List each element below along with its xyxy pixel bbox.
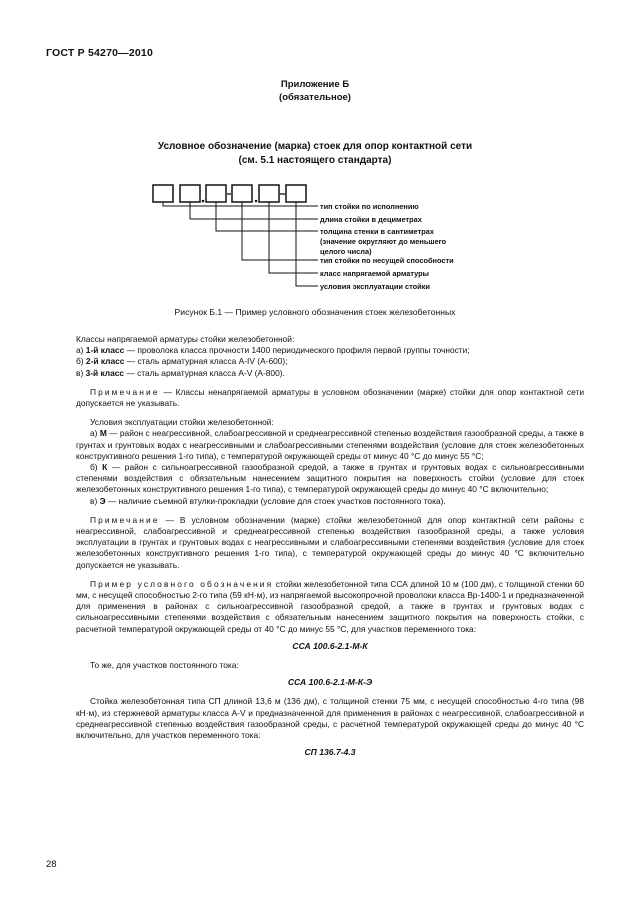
designation-code-3: СП 136.7-4.3 (304, 747, 356, 758)
class-item-2: б) 2-й класс — сталь арматурная класса А-IV (А-600); (76, 356, 288, 367)
condition-item-2: б) К — район с сильноагрессивной газообразной средой, а также в грунтах и грунтовых водах с сильноагрессивными степенями воздействия с обязательным нанесением защитного покрытия на поверхность стойки (условие для стоек железобетонных конструктивного решения 1-го типа), с температурой окружающей среды до минус 40 °С включительно; (76, 462, 584, 495)
diagram-label-2: длина стойки в дециметрах (320, 215, 422, 224)
diagram-label-5: целого числа) (320, 247, 372, 256)
class-item-1: а) 1-й класс — проволока класса прочности 1400 периодического профиля первой группы точности; (76, 345, 470, 356)
annex-body (76, 334, 584, 767)
conditions-intro: Условия эксплуатации стойки железобетонной: (90, 417, 274, 428)
annex-status: (обязательное) (279, 92, 351, 103)
annex-main-title (0, 140, 630, 168)
diagram-label-4: (значение округляют до меньшего (320, 237, 447, 246)
leader-line-2 (190, 202, 318, 219)
title-line-2: (см. 5.1 настоящего стандарта) (238, 155, 392, 166)
example-label: Пример условного обозначения (90, 578, 274, 589)
diagram-label-6: тип стойки по несущей способности (320, 256, 454, 265)
designation-code-1: ССА 100.6-2.1-М-К (292, 640, 368, 651)
class-item-3: в) 3-й класс — сталь арматурная класса А-V (А-800). (76, 367, 285, 378)
example-paragraph: Пример условного обозначения стойки железобетонной типа ССА длиной 10 м (100 дм), с толщиной стенки 60 мм, с несущей способностью 2-го типа (59 кН·м), из напрягаемой высокопрочной проволоки класса Вр-1400-1 и предназначенной для применения в районах с сильноагрессивной газообразной средой, а также в грунтах и грунтовых водах с сильноагрессивными степенями воздействия с обязательным нанесением защитного покрытия на поверхность стойки, с расчетной температурой окружающей среды от 40 °С до минус 55 °С, для участков переменного тока: (76, 578, 584, 634)
figure-caption: Рисунок Б.1 — Пример условного обозначения стоек железобетонных (174, 307, 456, 317)
box-4 (232, 185, 252, 202)
box-5 (259, 185, 279, 202)
diagram-label-8: условия эксплуатации стойки (320, 282, 430, 291)
note-1: Примечание — Классы ненапрягаемой арматуры в условном обозначении (марке) стойки для опор контактной сети допускается не указывать. (76, 386, 584, 409)
box-3 (206, 185, 226, 202)
box-6 (286, 185, 306, 202)
dot-separator-2 (255, 200, 258, 203)
diagram-label-3: толщина стенки в сантиметрах (320, 227, 434, 236)
classes-intro: Классы напрягаемой арматуры стойки железобетонной: (76, 334, 295, 344)
same-for-dc: То же, для участков постоянного тока: (90, 660, 239, 671)
designation-code-2: ССА 100.6-2.1-М-К-Э (287, 677, 373, 688)
note-1-label: Примечание (90, 386, 160, 397)
leader-line-5 (269, 202, 318, 273)
designation-diagram (150, 182, 470, 300)
note-2: Примечание — В условном обозначении (марке) стойки железобетонной для опор контактной сети районы с неагрессивной, слабоагрессивной и среднеагрессивной степенью воздействия газообразной среды, а также условия эксплуатации в грунтах и грунтовых водах с неагрессивными и слабоагрессивными степенями воздействия (условие для стоек железобетонных конструктивного решения 1-го типа), с температурой окружающей среды до минус 40 °С включительно допускается не указывать. (76, 514, 584, 570)
note-2-label: Примечание (90, 514, 160, 525)
condition-item-1: а) М — район с неагрессивной, слабоагрессивной и среднеагрессивной степенью воздействия газообразной среды, а также в грунтах и грунтовых водах с неагрессивными и слабоагрессивными степенями воздействия (условие для стоек железобетонных конструктивного решения 1-го типа), с температурой окружающей среды от минус 40 °С до минус 55 °С; (76, 428, 584, 461)
annex-title: Приложение Б (280, 79, 350, 90)
annex-heading (0, 78, 630, 104)
box-1 (153, 185, 173, 202)
box-2 (180, 185, 200, 202)
diagram-label-1: тип стойки по исполнению (320, 202, 419, 211)
page-number: 28 (46, 859, 57, 870)
title-line-1: Условное обозначение (марка) стоек для опор контактной сети (157, 141, 473, 152)
second-example: Стойка железобетонная типа СП длиной 13,6 м (136 дм), с толщиной стенки 75 мм, с несущей способностью 4-го типа (98 кН·м), из стержневой арматуры класса А-V и предназначенной для применения в районах с неагрессивной, слабоагрессивной и среднеагрессивной степенью воздействия газообразной среды, с расчетной температурой окружающей среды до минус 40 °С включительно, для участков переменного тока: (76, 696, 584, 741)
standard-header: ГОСТ Р 54270—2010 (46, 47, 154, 59)
diagram-label-7: класс напрягаемой арматуры (320, 269, 429, 278)
dot-separator (202, 200, 205, 203)
condition-item-3: в) Э — наличие съемной втулки-прокладки (условие для стоек участков постоянного тока). (90, 495, 446, 506)
